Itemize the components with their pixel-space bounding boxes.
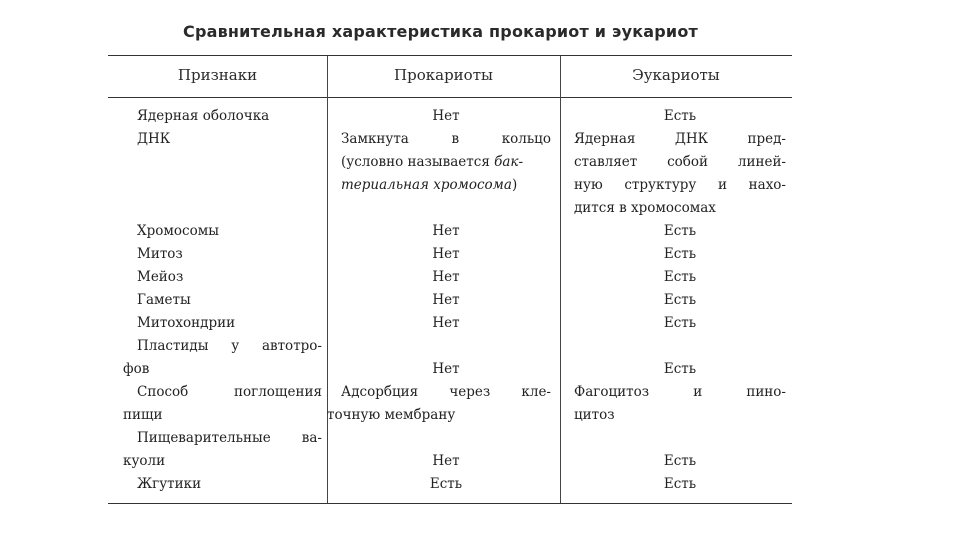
- table-title: Сравнительная характеристика прокариот и эукариот: [183, 22, 698, 41]
- row-mitochondria-pro: Нет: [432, 315, 460, 331]
- row-mitosis-attr: Митоз: [137, 246, 183, 262]
- row-gametes-eu: Есть: [663, 292, 697, 308]
- row-digestive-vacuoles-attr-line2: куоли: [123, 453, 166, 469]
- row-nuclear-envelope-pro: Нет: [432, 108, 460, 124]
- row-dna-pro-line2: [341, 151, 551, 174]
- row-mitochondria-eu: Есть: [663, 315, 697, 331]
- row-dna-pro-line2-italic: бак-: [494, 154, 524, 170]
- row-digestive-vacuoles-pro: Нет: [432, 453, 460, 469]
- row-dna-eu-line4: дится в хромосомах: [574, 200, 716, 216]
- row-chromosomes-pro: Нет: [432, 223, 460, 239]
- row-dna-eu-line1: Ядерная ДНК пред-: [574, 131, 786, 147]
- row-gametes-attr: Гаметы: [137, 292, 191, 308]
- row-food-uptake-pro-line2: точную мембрану: [327, 407, 456, 423]
- row-dna-attr: ДНК: [137, 131, 171, 147]
- header-prokaryotes: Прокариоты: [394, 66, 493, 84]
- row-dna-eu-line3: ную структуру и нахо-: [574, 177, 786, 193]
- row-meiosis-pro: Нет: [432, 269, 460, 285]
- row-mitosis-pro: Нет: [432, 246, 460, 262]
- column-divider-2: [560, 56, 561, 503]
- row-dna-pro-line1: Замкнута в кольцо: [341, 131, 551, 147]
- row-mitochondria-attr: Митохондрии: [137, 315, 236, 331]
- row-food-uptake-eu-line1: Фагоцитоз и пино-: [574, 384, 786, 400]
- row-plastids-attr-line1: Пластиды у автотро-: [137, 338, 322, 354]
- row-dna-eu-line2: ставляет собой линей-: [574, 154, 786, 170]
- header-divider: [108, 97, 792, 98]
- row-flagella-eu: Есть: [663, 476, 697, 492]
- row-chromosomes-attr: Хромосомы: [137, 223, 219, 239]
- row-dna-pro-line3-paren: ): [511, 177, 518, 193]
- row-flagella-pro: Есть: [429, 476, 463, 492]
- row-plastids-eu: Есть: [663, 361, 697, 377]
- row-digestive-vacuoles-eu: Есть: [663, 453, 697, 469]
- row-nuclear-envelope-attr: Ядерная оболочка: [137, 108, 270, 124]
- row-food-uptake-attr-line1: Способ поглощения: [137, 384, 322, 400]
- row-flagella-attr: Жгутики: [137, 476, 202, 492]
- row-meiosis-attr: Мейоз: [137, 269, 184, 285]
- row-food-uptake-attr-line2: пищи: [123, 407, 163, 423]
- comparison-table: [108, 55, 792, 504]
- header-eukaryotes: Эукариоты: [632, 66, 720, 84]
- header-attributes: Признаки: [177, 66, 258, 84]
- row-dna-pro-line3-italic: териальная хромосома: [341, 177, 512, 193]
- row-chromosomes-eu: Есть: [663, 223, 697, 239]
- row-food-uptake-pro-line1: Адсорбция через кле-: [341, 384, 551, 400]
- row-nuclear-envelope-eu: Есть: [663, 108, 697, 124]
- row-meiosis-eu: Есть: [663, 269, 697, 285]
- row-dna-pro-line2-text: (условно называется: [341, 154, 490, 170]
- row-gametes-pro: Нет: [432, 292, 460, 308]
- row-digestive-vacuoles-attr-line1: Пищеварительные ва-: [137, 430, 322, 446]
- row-plastids-attr-line2: фов: [123, 361, 150, 377]
- row-food-uptake-eu-line2: цитоз: [574, 407, 615, 423]
- row-dna-pro-line3: [341, 174, 551, 197]
- row-mitosis-eu: Есть: [663, 246, 697, 262]
- row-plastids-pro: Нет: [432, 361, 460, 377]
- column-divider-1: [327, 56, 328, 503]
